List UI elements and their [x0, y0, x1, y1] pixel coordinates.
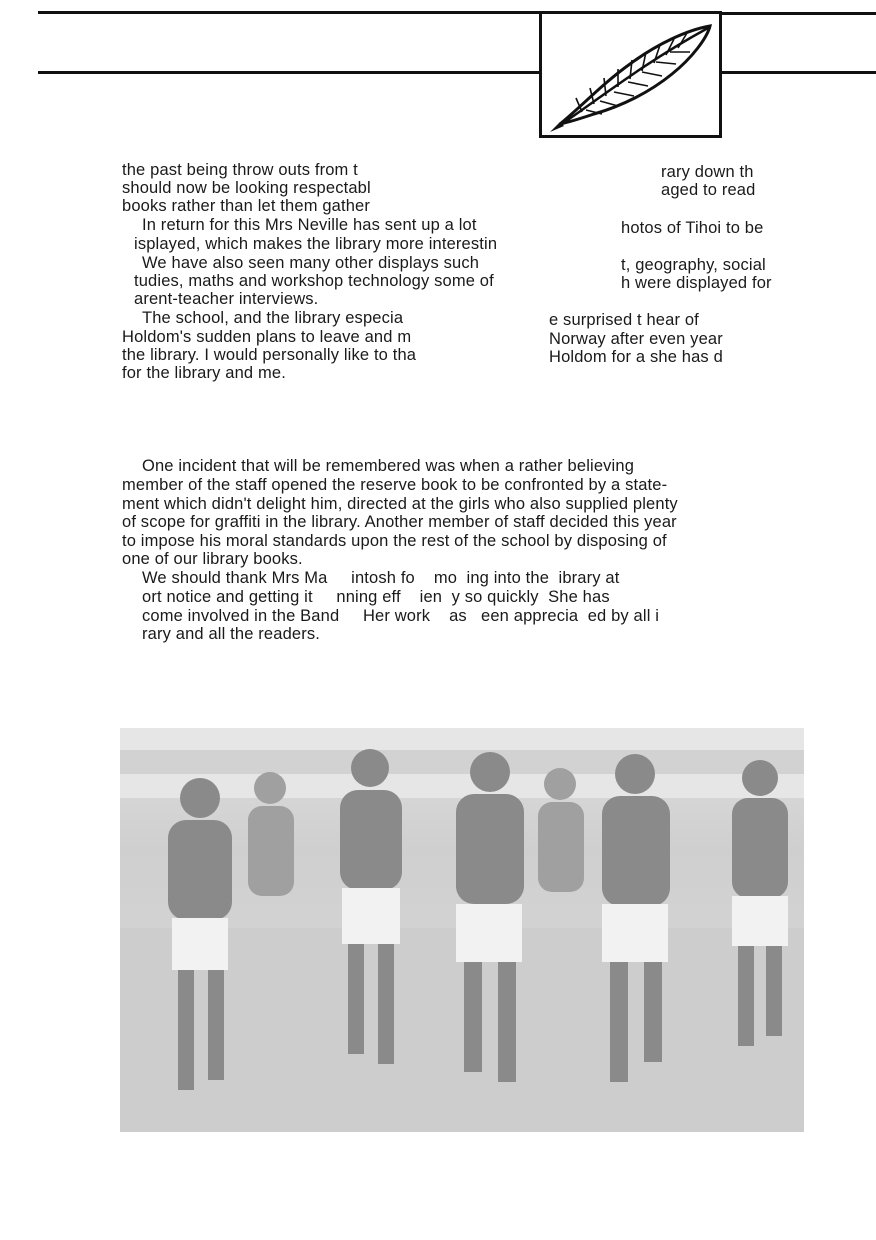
text-line: one of our library books.: [122, 550, 303, 568]
text-fragment-right: e surprised t hear of: [549, 311, 699, 329]
text-line: for the library and me.: [122, 364, 286, 382]
text-line: the past being throw outs from t: [122, 161, 358, 179]
text-line: to impose his moral standards upon the rest of the school by disposing of: [122, 532, 667, 550]
text-line: should now be looking respectabl: [122, 179, 371, 197]
text-fragment-right: Norway after even year: [549, 330, 723, 348]
text-fragment-right: hotos of Tihoi to be: [621, 219, 764, 237]
text-line: In return for this Mrs Neville has sent up a lot: [142, 216, 477, 234]
text-line: rary and all the readers.: [142, 625, 321, 643]
text-line: member of the staff opened the reserve book to be confronted by a state-: [122, 476, 668, 494]
text-line: the library. I would personally like to tha: [122, 346, 417, 364]
text-line: ort notice and getting it nning eff ien y so quickly She has: [142, 588, 610, 606]
text-line: arent-teacher interviews.: [134, 290, 319, 308]
text-line: tudies, maths and workshop technology some of: [134, 272, 494, 290]
cross-country-runners-photo: [120, 728, 804, 1132]
text-line: We have also seen many other displays such: [142, 254, 480, 272]
text-fragment-right: aged to read: [661, 181, 756, 199]
text-line: The school, and the library especia: [142, 309, 404, 327]
text-fragment-right: rary down th: [661, 163, 754, 181]
text-line: books rather than let them gather: [122, 197, 371, 215]
text-fragment-right: t, geography, social: [621, 256, 766, 274]
text-line: isplayed, which makes the library more interestin: [134, 235, 498, 253]
text-line: ment which didn't delight him, directed at the girls who also supplied plenty: [122, 495, 678, 513]
text-line: We should thank Mrs Ma intosh fo mo ing into the ibrary at: [142, 569, 620, 587]
text-fragment-right: h were displayed for: [621, 274, 772, 292]
text-line: of scope for graffiti in the library. Another member of staff decided this year: [122, 513, 677, 531]
text-fragment-right: Holdom for a she has d: [549, 348, 723, 366]
text-line: come involved in the Band Her work as een apprecia ed by all i: [142, 607, 660, 625]
text-line: One incident that will be remembered was when a rather believing: [142, 457, 635, 475]
text-line: Holdom's sudden plans to leave and m: [122, 328, 412, 346]
